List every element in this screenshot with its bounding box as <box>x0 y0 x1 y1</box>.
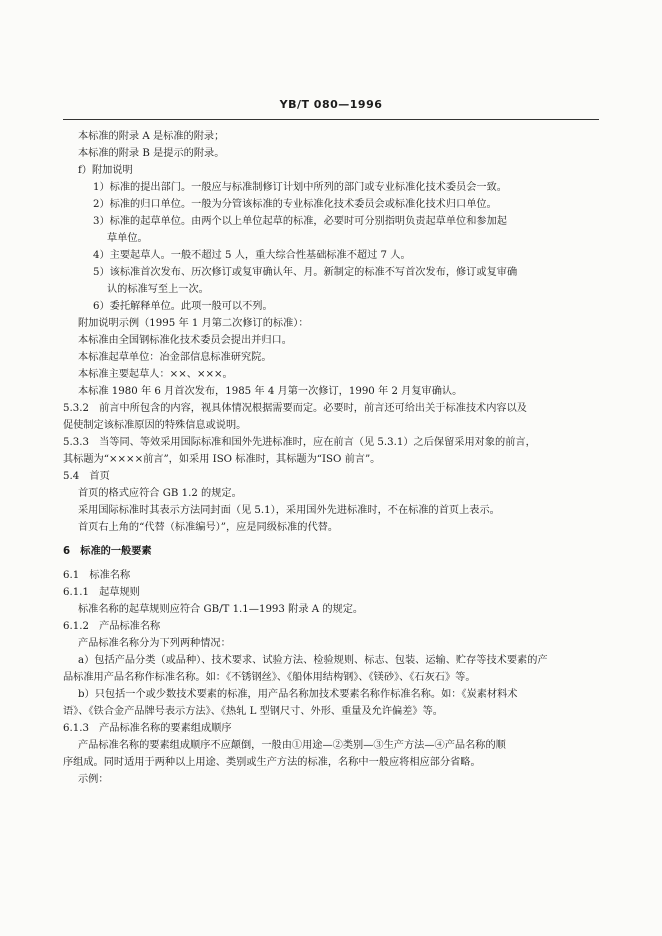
clause-5-3-2: 5.3.2 前言中所包含的内容，视具体情况根据需要而定。必要时，前言还可给出关于标准技术内容以及 <box>63 403 527 414</box>
text-line: 本标准的附录 B 是提示的附录。 <box>78 148 225 159</box>
text-line: 品标准用产品名称作标准名称。如：《不锈钢丝》、《船体用结构钢》、《镁砂》、《石灰石》等。 <box>63 672 476 683</box>
text-line: 2）标准的归口单位。一般为分管该标准的专业标准化技术委员会或标准化技术归口单位。 <box>93 199 497 210</box>
page-header: YB/T 080—1996 <box>279 98 383 111</box>
text-line: 1）标准的提出部门。一般应与标准制修订计划中所列的部门或专业标准化技术委员会一致。 <box>93 182 507 193</box>
text-line: 首页的格式应符合 GB 1.2 的规定。 <box>78 488 242 499</box>
text-line: 本标准起草单位：冶金部信息标准研究院。 <box>78 352 272 363</box>
text-line: 采用国际标准时其表示方法同封面（见 5.1），采用国外先进标准时，不在标准的首页上表示。 <box>78 505 500 516</box>
text-line: b）只包括一个或少数技术要素的标准，用产品名称加技术要素名称作标准名称。如：《炭素材料术 <box>78 689 518 700</box>
text-line: 6）委托解释单位。此项一般可以不列。 <box>93 301 273 312</box>
text-line: 示例： <box>78 774 109 785</box>
text-line: 5）该标准首次发布、历次修订或复审确认年、月。新制定的标准不写首次发布，修订或复审确 <box>93 267 518 278</box>
clause-5-3-3: 5.3.3 当等同、等效采用国际标准和国外先进标准时，应在前言（见 5.3.1）之后保留采用对象的前言， <box>63 437 536 448</box>
text-line: 首页右上角的“代替（标准编号）”，应是同级标准的代替。 <box>78 522 339 533</box>
header-rule <box>63 119 599 120</box>
clause-6-1-heading: 6.1 标准名称 <box>63 570 131 581</box>
text-line: 认的标准写至上一次。 <box>107 284 209 295</box>
text-line: 本标准的附录 A 是标准的附录； <box>78 131 225 142</box>
text-line: 附加说明示例（1995 年 1 月第二次修订的标准）： <box>78 318 309 329</box>
clause-6-1-1-heading: 6.1.1 起草规则 <box>63 587 140 598</box>
text-line: 产品标准名称的要素组成顺序不应颠倒，一般由①用途—②类别—③生产方法—④产品名称的顺 <box>78 740 506 751</box>
clause-6-1-2-heading: 6.1.2 产品标准名称 <box>63 621 161 632</box>
text-line: 草单位。 <box>107 233 148 244</box>
clause-5-4-heading: 5.4 首页 <box>63 471 110 482</box>
text-line: 产品标准名称分为下列两种情况： <box>78 638 231 649</box>
text-line: 促使制定该标准原因的特殊信息或说明。 <box>63 420 247 431</box>
text-line: 序组成。同时适用于两种以上用途、类别或生产方法的标准，名称中一般应将相应部分省略。 <box>63 757 481 768</box>
text-line: 本标准由全国钢标准化技术委员会提出并归口。 <box>78 335 292 346</box>
text-line: a）包括产品分类（或品种）、技术要求、试验方法、检验规则、标志、包装、运输、贮存等技术要素的产 <box>78 655 548 666</box>
text-line: 其标题为“××××前言”，如采用 ISO 标准时，其标题为“ISO 前言”。 <box>63 454 381 465</box>
text-line: 本标准 1980 年 6 月首次发布，1985 年 4 月第一次修订，1990 年 2 月复审确认。 <box>78 386 463 397</box>
section-6-heading: 6 标准的一般要素 <box>63 546 152 557</box>
text-line: f）附加说明 <box>78 165 133 176</box>
text-line: 标准名称的起草规则应符合 GB/T 1.1—1993 附录 A 的规定。 <box>78 604 364 615</box>
text-line: 本标准主要起草人：××、×××。 <box>78 369 233 380</box>
text-line: 3）标准的起草单位。由两个以上单位起草的标准，必要时可分别指明负责起草单位和参加起 <box>93 216 507 227</box>
clause-6-1-3-heading: 6.1.3 产品标准名称的要素组成顺序 <box>63 723 232 734</box>
text-line: 语》、《铁合金产品牌号表示方法》、《热轧 L 型钢尺寸、外形、重量及允许偏差》等。 <box>63 706 443 717</box>
text-line: 4）主要起草人。一般不超过 5 人，重大综合性基础标准不超过 7 人。 <box>93 250 411 261</box>
